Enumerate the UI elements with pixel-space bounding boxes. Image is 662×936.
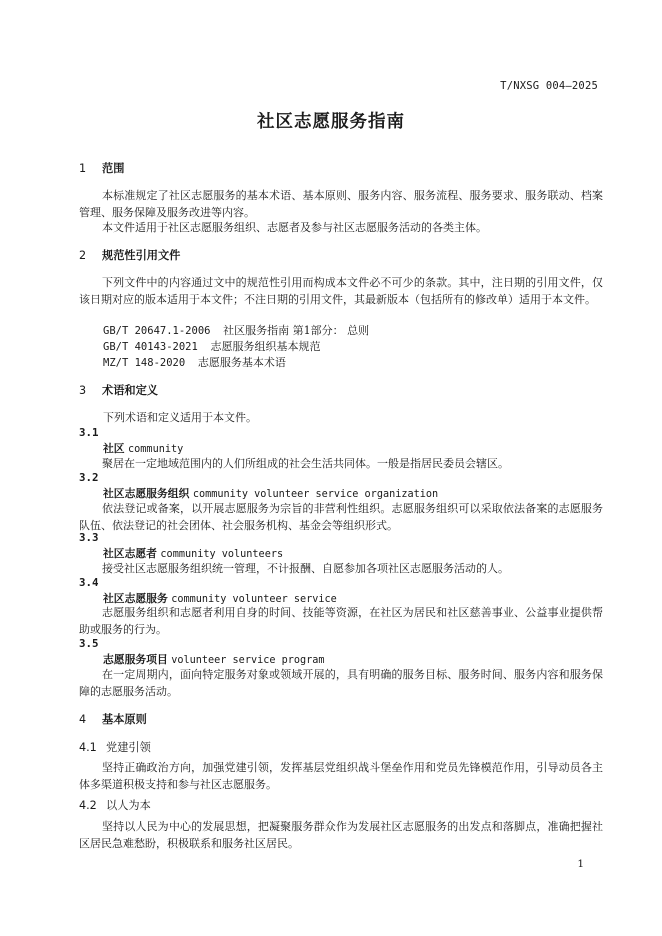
term-zh: 社区志愿服务	[103, 592, 168, 605]
section-3-heading	[79, 382, 158, 398]
term-title	[103, 652, 325, 667]
reference-name: 志愿服务基本术语	[197, 356, 286, 369]
reference-item	[103, 354, 286, 370]
page-title: 社区志愿服务指南	[257, 112, 405, 132]
section-2-heading	[79, 247, 180, 263]
reference-code: GB/T 40143-2021	[103, 341, 198, 353]
reference-code: GB/T 20647.1-2006	[103, 325, 211, 337]
section-number: 3	[79, 384, 87, 397]
term-zh: 社区志愿服务组织	[103, 487, 190, 500]
term-definition: 在一定周期内，面向特定服务对象或领域开展的，具有明确的服务目标、服务时间、服务内容和服务保障的志愿服务活动。	[79, 668, 603, 698]
subsection-number: 4.1	[79, 741, 97, 754]
term-zh: 志愿服务项目	[103, 653, 168, 666]
principle-paragraph: 坚持正确政治方向，加强党建引领，发挥基层党组织战斗堡垒作用和党员先锋模范作用，引导动员各主体多渠道积极支持和参与社区志愿服务。	[79, 761, 603, 791]
section-number: 2	[79, 249, 87, 262]
reference-item	[103, 322, 369, 338]
scope-paragraph-1: 本标准规定了社区志愿服务的基本术语、基本原则、服务内容、服务流程、服务要求、服务联动、档案管理、服务保障及服务改进等内容。	[79, 189, 603, 219]
subsection-title: 以人为本	[106, 799, 151, 812]
reference-item	[103, 338, 320, 354]
section-title: 规范性引用文件	[102, 249, 181, 262]
section-4-heading	[79, 711, 147, 727]
section-number: 4	[79, 713, 87, 726]
reference-code: MZ/T 148-2020	[103, 357, 186, 369]
term-en: volunteer service program	[171, 655, 325, 666]
term-en: community volunteer service organization	[192, 489, 439, 500]
term-number: 3.2	[79, 471, 99, 484]
terms-intro: 下列术语和定义适用于本文件。	[103, 411, 257, 424]
term-definition: 依法登记或备案，以开展志愿服务为宗旨的非营利性组织。志愿服务组织可以采取依法备案的志愿服务队伍、依法登记的社会团体、社会服务机构、基金会等组织形式。	[79, 502, 603, 532]
subsection-4-2-heading	[79, 797, 151, 813]
section-title: 术语和定义	[102, 384, 158, 397]
page-number: 1	[577, 858, 584, 870]
term-zh: 社区志愿者	[103, 547, 157, 560]
section-number: 1	[79, 162, 87, 175]
reference-name: 志愿服务组织基本规范	[210, 340, 321, 353]
section-title: 范围	[102, 162, 125, 175]
section-title: 基本原则	[102, 713, 147, 726]
term-title	[103, 441, 183, 456]
term-en: community volunteer service	[171, 594, 337, 605]
subsection-4-1-heading	[79, 739, 151, 755]
document-code: T/NXSG 004—2025	[500, 80, 598, 92]
section-1-heading	[79, 160, 124, 176]
term-number: 3.3	[79, 531, 99, 544]
term-number: 3.4	[79, 576, 99, 589]
subsection-title: 党建引领	[106, 741, 151, 754]
reference-name: 社区服务指南 第1部分： 总则	[223, 324, 370, 337]
term-definition: 聚居在一定地域范围内的人们所组成的社会生活共同体。一般是指居民委员会辖区。	[102, 457, 509, 470]
term-en: community	[128, 444, 184, 455]
term-en: community volunteers	[160, 549, 284, 560]
term-title	[103, 546, 283, 561]
term-title	[103, 486, 438, 501]
principle-paragraph: 坚持以人民为中心的发展思想，把凝聚服务群众作为发展社区志愿服务的出发点和落脚点，准确把握社区居民急难愁盼，积极联系和服务社区居民。	[79, 820, 603, 850]
term-zh: 社区	[103, 442, 125, 455]
term-definition: 志愿服务组织和志愿者利用自身的时间、技能等资源，在社区为居民和社区慈善事业、公益事业提供帮助或服务的行为。	[79, 606, 603, 636]
term-number: 3.5	[79, 637, 99, 650]
term-definition: 接受社区志愿服务组织统一管理，不计报酬、自愿参加各项社区志愿服务活动的人。	[102, 562, 509, 575]
subsection-number: 4.2	[79, 799, 97, 812]
term-number: 3.1	[79, 426, 99, 439]
normative-references-paragraph: 下列文件中的内容通过文中的规范性引用而构成本文件必不可少的条款。其中，注日期的引用文件，仅该日期对应的版本适用于本文件；不注日期的引用文件，其最新版本（包括所有的修改单）适用于本文件。	[79, 276, 603, 306]
scope-paragraph-2: 本文件适用于社区志愿服务组织、志愿者及参与社区志愿服务活动的各类主体。	[102, 221, 487, 234]
